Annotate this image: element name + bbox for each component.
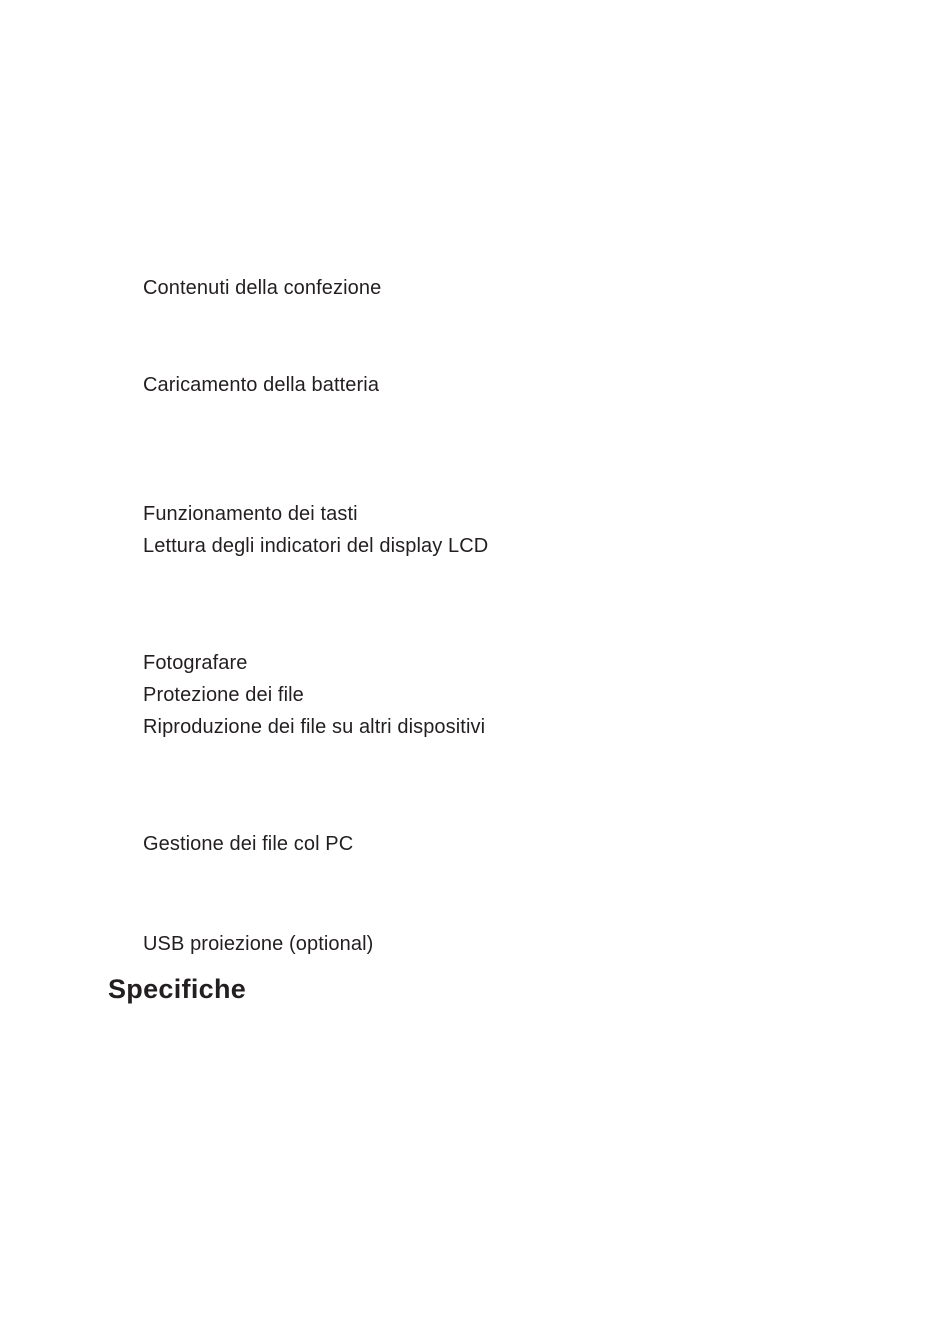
- toc-item-funzionamento: Funzionamento dei tasti: [143, 503, 358, 525]
- toc-item-usb: USB proiezione (optional): [143, 933, 374, 955]
- toc-item-riproduzione: Riproduzione dei file su altri dispositivi: [143, 716, 486, 738]
- toc-item-contenuti: Contenuti della confezione: [143, 277, 382, 299]
- toc-item-caricamento: Caricamento della batteria: [143, 374, 380, 396]
- toc-item-protezione: Protezione dei file: [143, 684, 304, 706]
- section-heading-specifiche: Specifiche: [108, 974, 247, 1004]
- toc-item-gestione: Gestione dei file col PC: [143, 833, 354, 855]
- toc-item-fotografare: Fotografare: [143, 652, 248, 674]
- toc-item-lettura: Lettura degli indicatori del display LCD: [143, 535, 489, 557]
